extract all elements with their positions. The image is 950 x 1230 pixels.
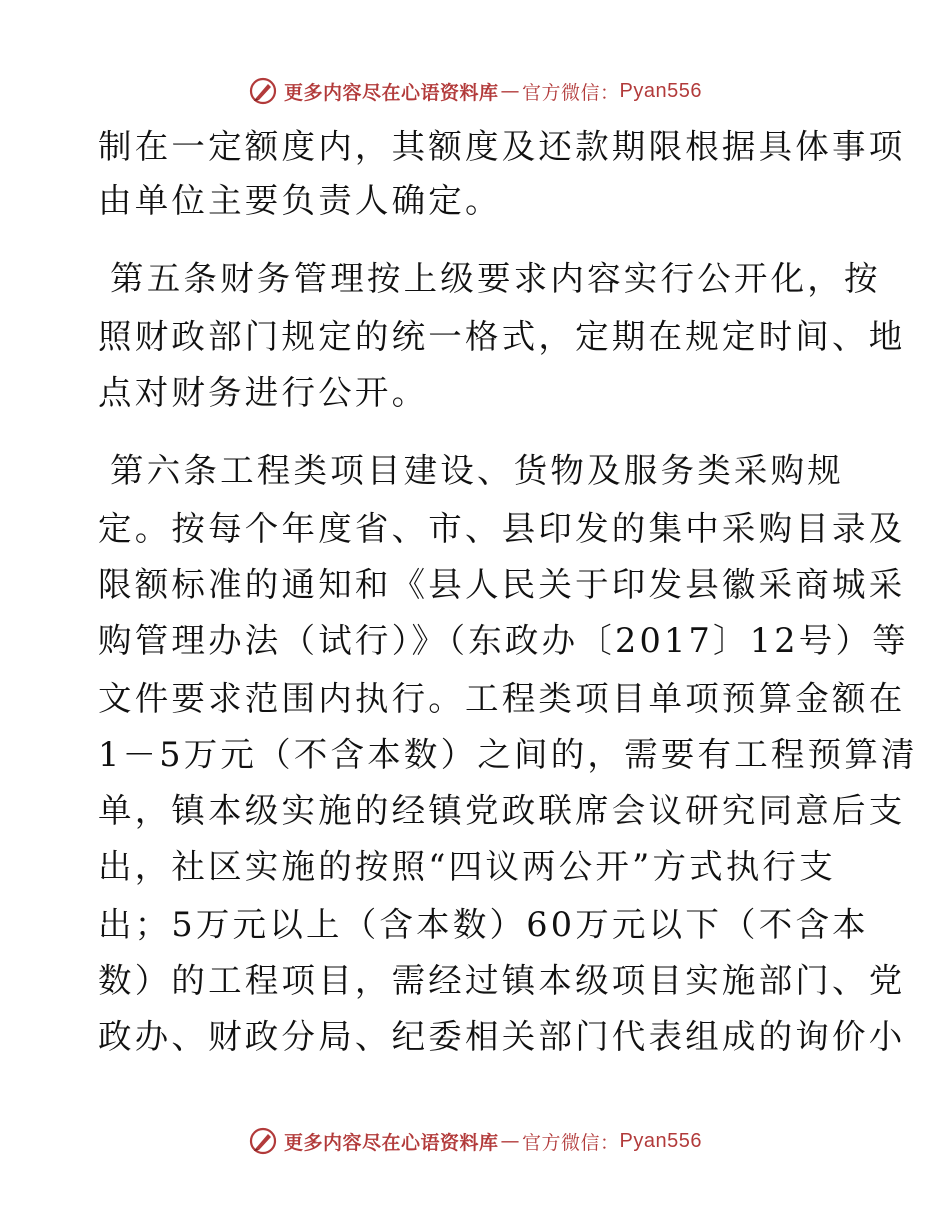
paragraph-1-line-1: 制在一定额度内，其额度及还款期限根据具体事项 <box>98 127 906 166</box>
paragraph-3-line-11: 政办、财政分局、纪委相关部门代表组成的询价小 <box>98 1017 906 1056</box>
paragraph-2-line-3: 点对财务进行公开。 <box>98 373 429 412</box>
watermark-text: 更多内容尽在心语资料库 <box>284 81 499 104</box>
paragraph-3-line-5: 文件要求范围内执行。工程类项目单项预算金额在 <box>98 679 906 718</box>
watermark-dash: — <box>500 1130 521 1152</box>
paragraph-3-line-1: 第六条工程类项目建设、货物及服务类采购规 <box>110 451 844 490</box>
paragraph-3-line-3: 限额标准的通知和《县人民关于印发县徽采商城采 <box>98 565 906 604</box>
watermark-dash: — <box>500 80 521 102</box>
pen-circle-logo-icon <box>248 1126 278 1156</box>
paragraph-3-line-8: 出，社区实施的按照“四议两公开”方式执行支 <box>98 847 836 886</box>
watermark-label: 官方微信： <box>522 81 620 104</box>
paragraph-3-line-9: 出；5万元以上（含本数）60万元以下（不含本 <box>98 905 869 944</box>
watermark-label: 官方微信： <box>522 1131 620 1154</box>
footer-watermark <box>0 1124 950 1158</box>
paragraph-2-line-2: 照财政部门规定的统一格式，定期在规定时间、地 <box>98 317 906 356</box>
watermark-account: Pyan556 <box>619 79 702 102</box>
paragraph-3-line-10: 数）的工程项目，需经过镇本级项目实施部门、党 <box>98 961 906 1000</box>
paragraph-3-line-2: 定。按每个年度省、市、县印发的集中采购目录及 <box>98 509 906 548</box>
paragraph-3-line-4: 购管理办法（试行）》（东政办〔2017〕12号）等 <box>98 621 909 660</box>
paragraph-3-line-7: 单，镇本级实施的经镇党政联席会议研究同意后支 <box>98 791 906 830</box>
pen-circle-logo-icon <box>248 76 278 106</box>
header-watermark <box>0 74 950 108</box>
paragraph-2-line-1: 第五条财务管理按上级要求内容实行公开化，按 <box>110 259 881 298</box>
paragraph-1-line-2: 由单位主要负责人确定。 <box>98 181 502 220</box>
watermark-account: Pyan556 <box>619 1129 702 1152</box>
watermark-text: 更多内容尽在心语资料库 <box>284 1131 499 1154</box>
paragraph-3-line-6: 1－5万元（不含本数）之间的，需要有工程预算清 <box>98 735 918 774</box>
